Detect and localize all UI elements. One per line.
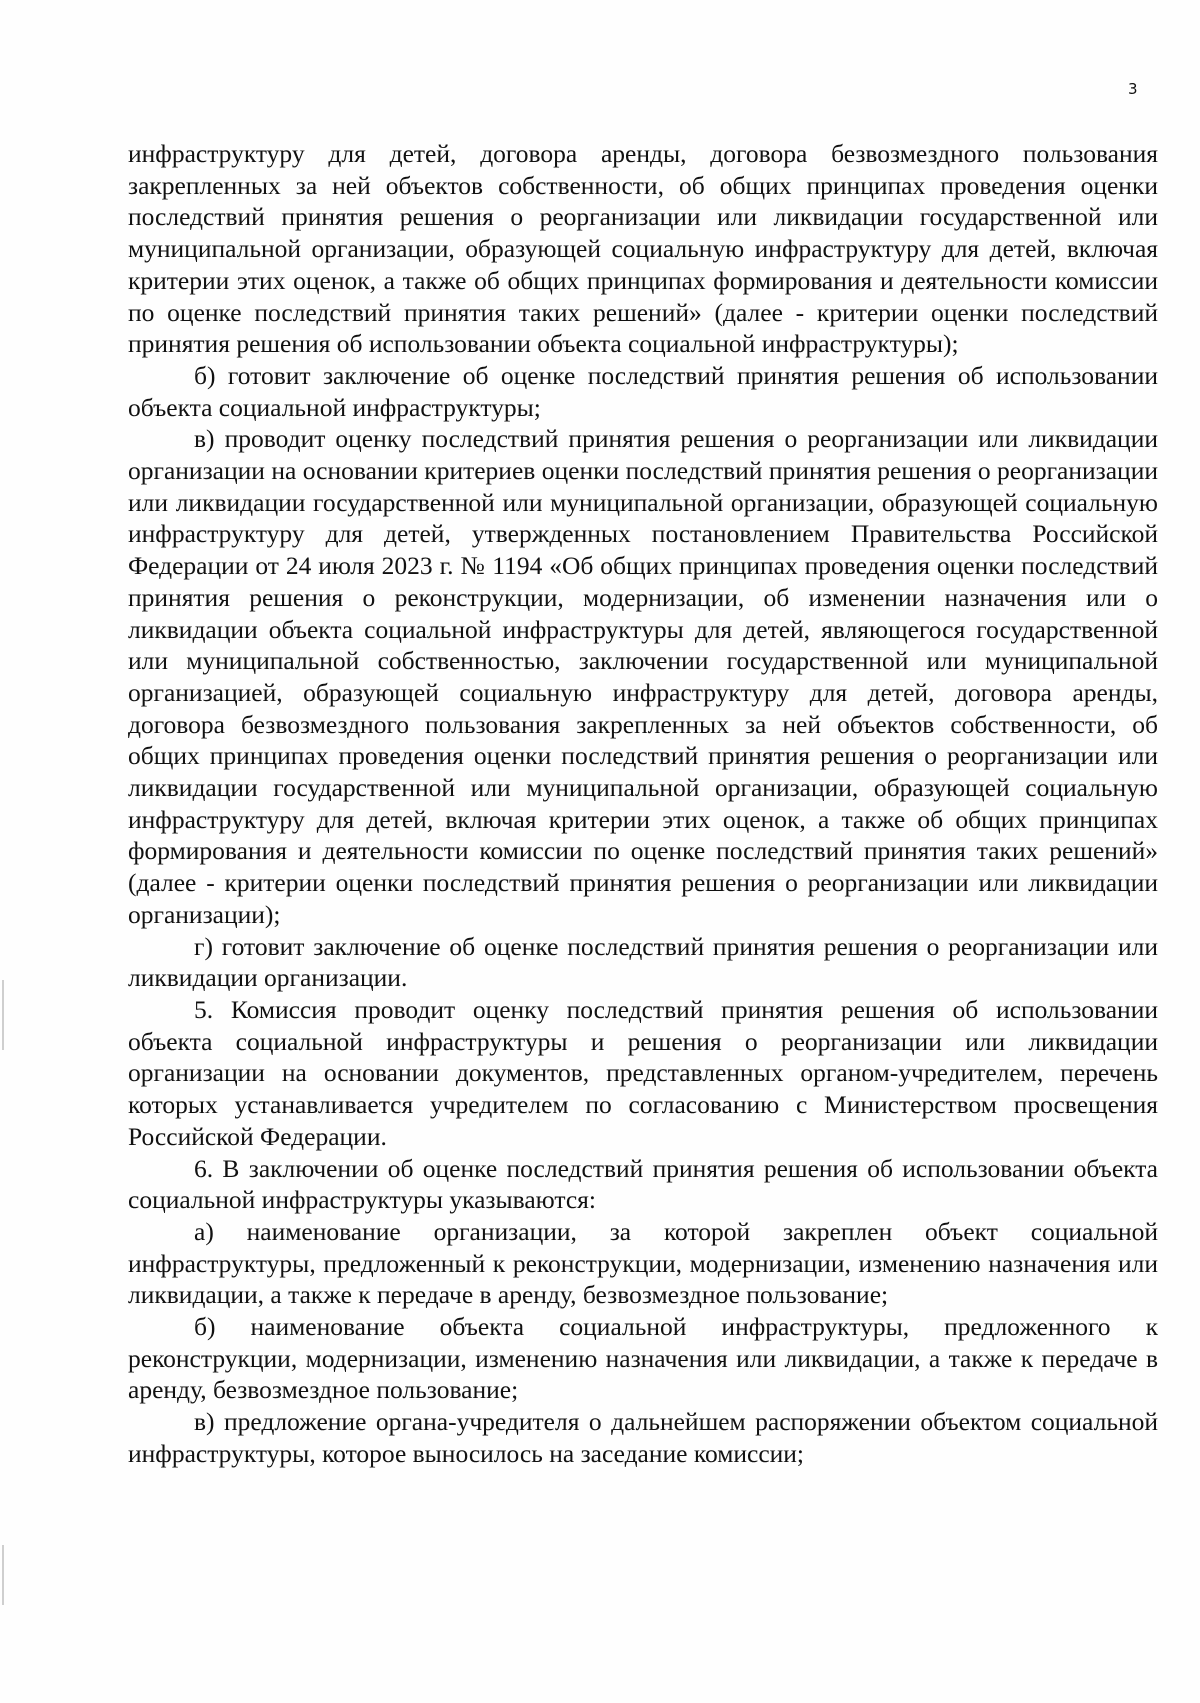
document-body <box>128 138 1158 1470</box>
paragraph-item-v-1: в) проводит оценку последствий принятия решения о реорганизации или ликвидации организации на основании критериев оценки последствий принятия решения о реорганизации или ликвидации государственной или муниципальной организации, образующей социальную инфраструктуру для детей, утвержденных постановлением Правительства Российской Федерации от 24 июля 2023 г. № 1194 «Об общих принципах проведения оценки последствий принятия решения о реконструкции, модернизации, об изменении назначения или о ликвидации объекта социальной инфраструктуры для детей, являющегося государственной или муниципальной собственностью, заключении государственной или муниципальной организацией, образующей социальную инфраструктуру для детей, договора аренды, договора безвозмездного пользования закрепленных за ней объектов собственности, об общих принципах проведения оценки последствий принятия решения о реорганизации или ликвидации государственной или муниципальной организации, образующей социальную инфраструктуру для детей, включая критерии этих оценок, а также об общих принципах формирования и деятельности комиссии по оценке последствий принятия таких решений» (далее - критерии оценки последствий принятия решения о реорганизации или ликвидации организации); <box>128 424 1158 929</box>
paragraph-item-a: а) наименование организации, за которой закреплен объект социальной инфраструктуры, предложенный к реконструкции, модернизации, изменению назначения или ликвидации, а также к передаче в аренду, безвозмездное пользование; <box>128 1216 1158 1310</box>
page-number: 3 <box>1128 80 1138 98</box>
paragraph-continuation: инфраструктуру для детей, договора аренды, договора безвозмездного пользования закрепленных за ней объектов собственности, об общих принципах проведения оценки последствий принятия решения о реорганизации или ликвидации государственной или муниципальной организации, образующей социальную инфраструктуру для детей, включая критерии этих оценок, а также об общих принципах формирования и деятельности комиссии по оценке последствий принятия таких решений» (далее - критерии оценки последствий принятия решения об использовании объекта социальной инфраструктуры); <box>128 139 1158 359</box>
paragraph-item-v-2: в) предложение органа-учредителя о дальнейшем распоряжении объектом социальной инфраструктуры, которое выносилось на заседание комиссии; <box>128 1407 1158 1468</box>
scan-edge-mark <box>2 980 4 1050</box>
scan-edge-mark <box>2 1545 4 1605</box>
paragraph-clause-6: 6. В заключении об оценке последствий принятия решения об использовании объекта социальной инфраструктуры указываются: <box>128 1153 1158 1215</box>
paragraph-item-b-1: б) готовит заключение об оценке последствий принятия решения об использовании объекта социальной инфраструктуры; <box>128 360 1158 422</box>
paragraph-item-g: г) готовит заключение об оценке последствий принятия решения о реорганизации или ликвидации организации. <box>128 931 1158 993</box>
paragraph-item-b-2: б) наименование объекта социальной инфраструктуры, предложенного к реконструкции, модернизации, изменению назначения или ликвидации, а также к передаче в аренду, безвозмездное пользование; <box>128 1312 1158 1405</box>
paragraph-clause-5: 5. Комиссия проводит оценку последствий принятия решения об использовании объекта социальной инфраструктуры и решения о реорганизации или ликвидации организации на основании документов, представленных органом-учредителем, перечень которых устанавливается учредителем по согласованию с Министерством просвещения Российской Федерации. <box>128 994 1158 1151</box>
